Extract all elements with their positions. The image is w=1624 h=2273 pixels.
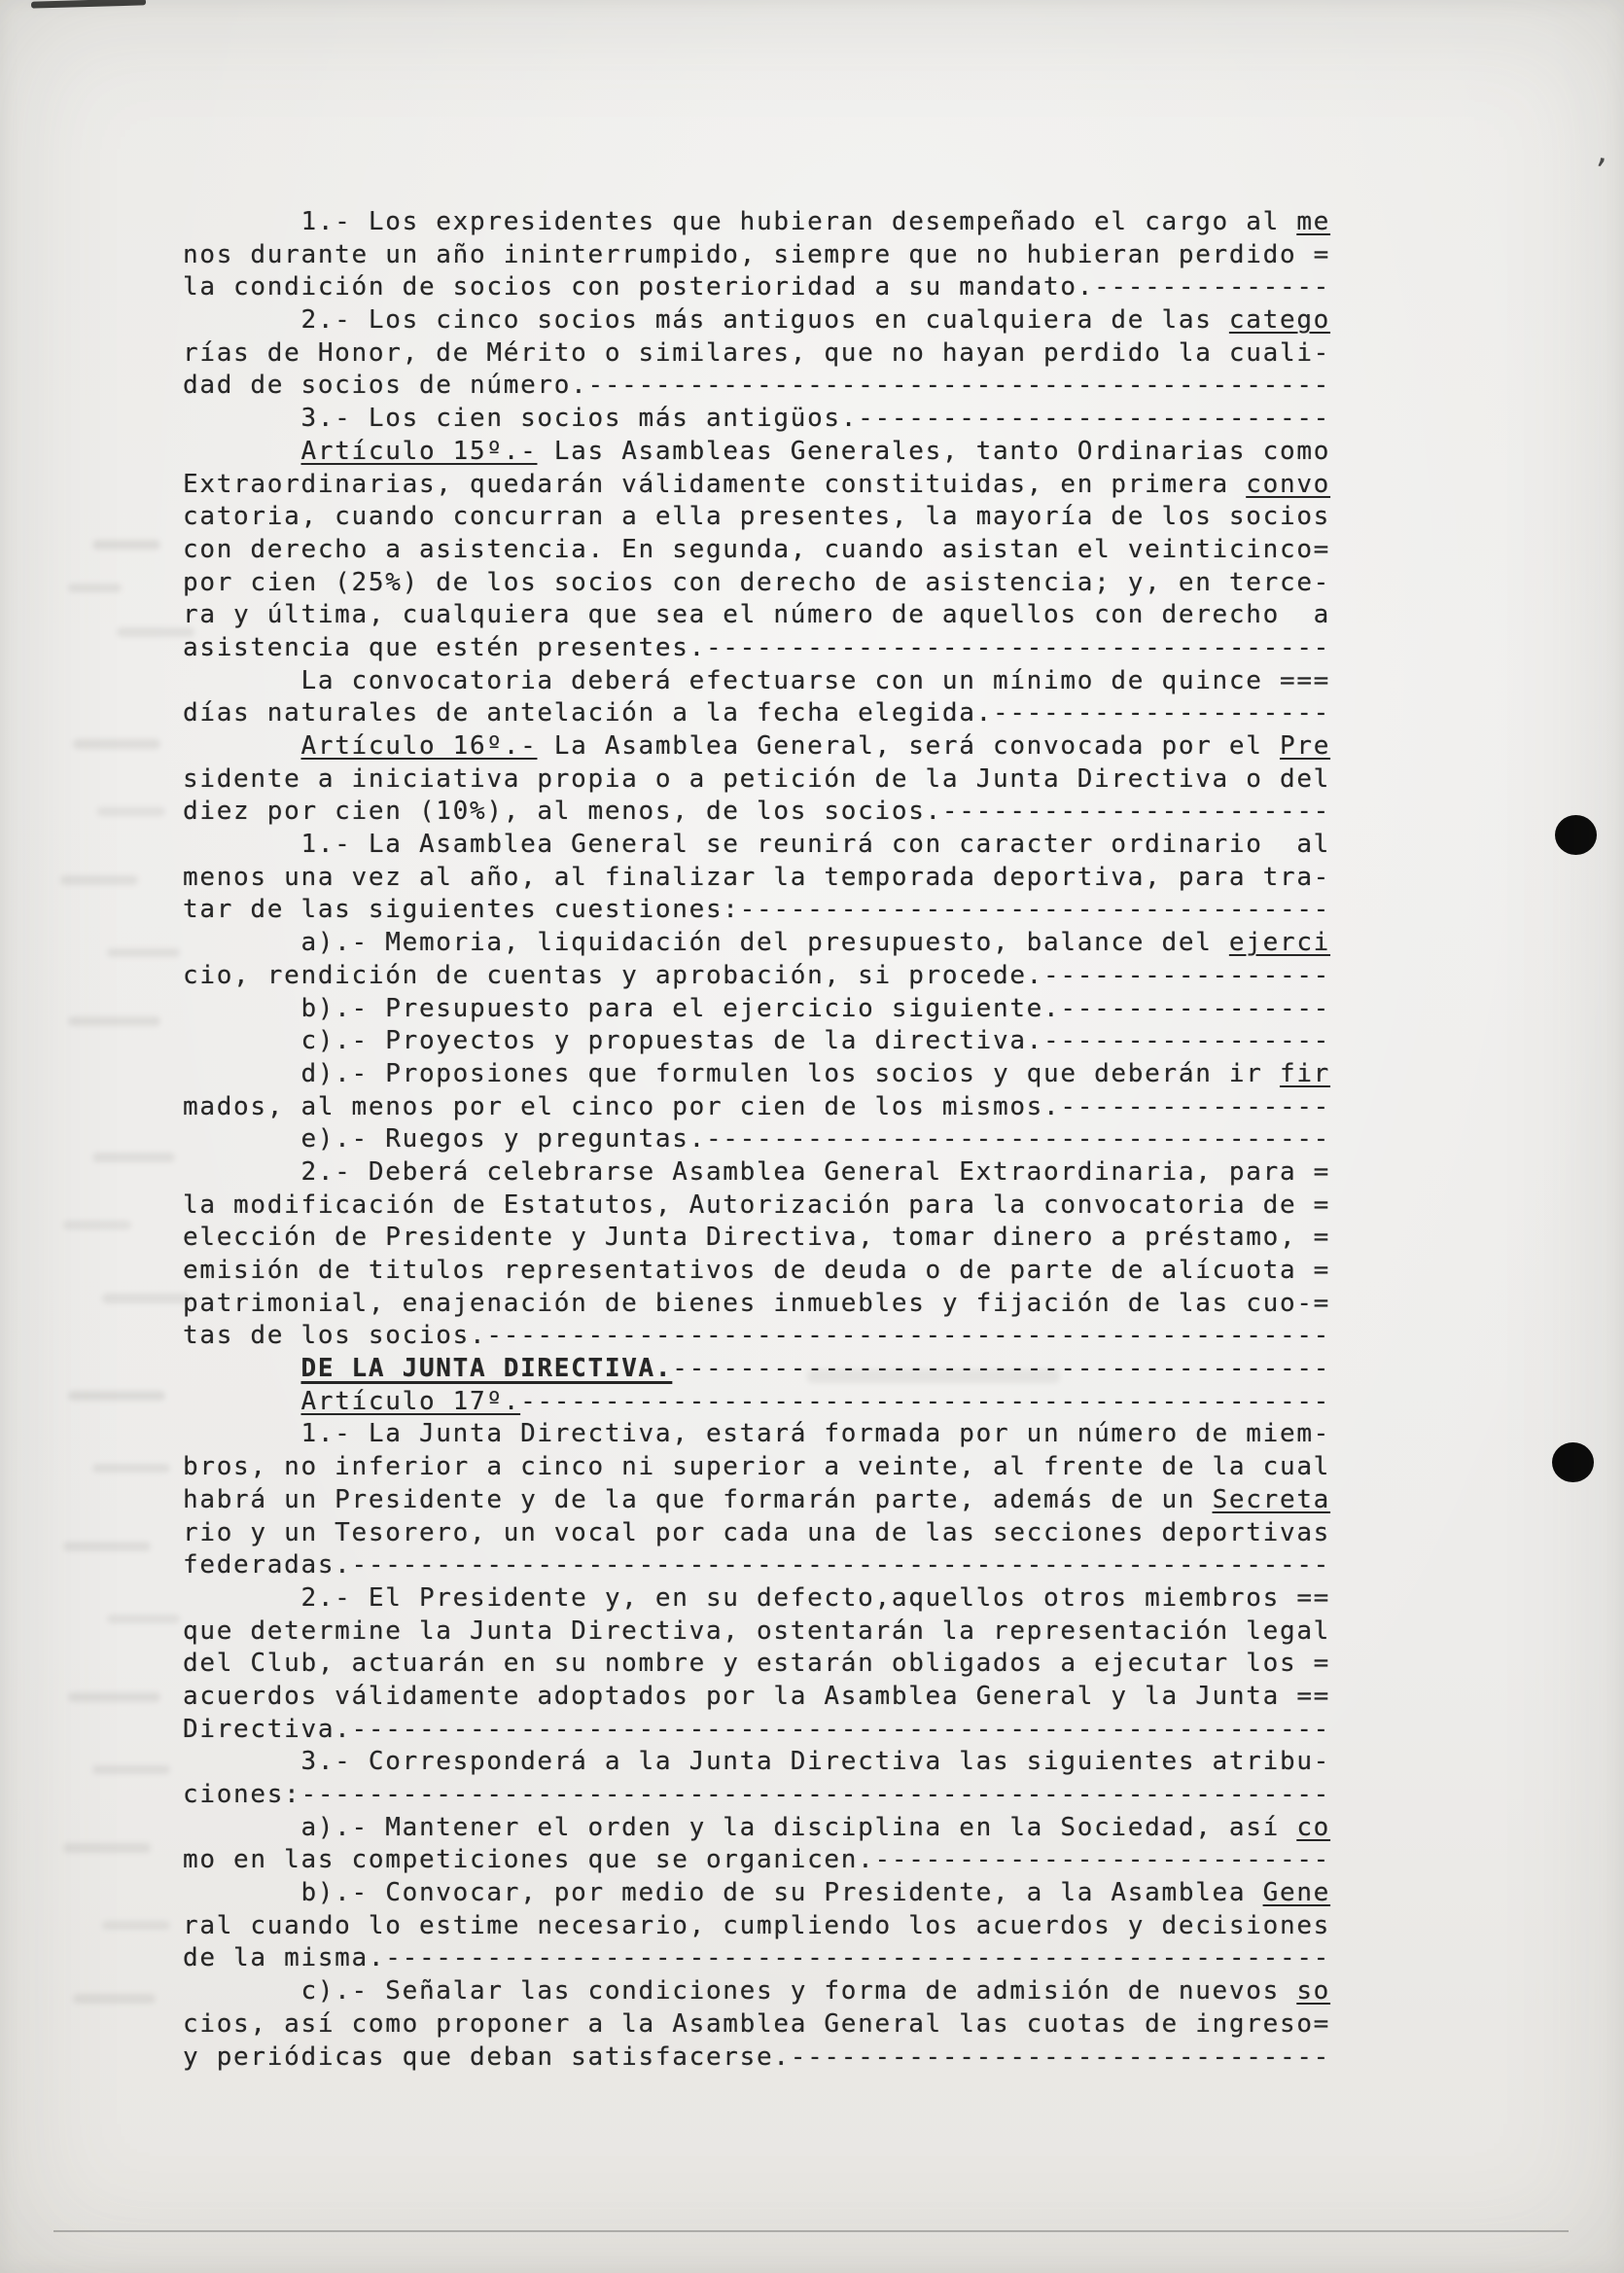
document-line: 1.- La Junta Directiva, estará formada por un número de miem- <box>183 1419 1331 1449</box>
document-line: acuerdos válidamente adoptados por la Asamblea General y la Junta == <box>183 1681 1331 1711</box>
document-line: 2.- El Presidente y, en su defecto,aquellos otros miembros == <box>183 1582 1331 1613</box>
document-line: bros, no inferior a cinco ni superior a veinte, al frente de la cual <box>183 1452 1331 1482</box>
document-line: Artículo 17º.------------------------------------------------ <box>300 1386 1331 1416</box>
document-line: Extraordinarias, quedarán válidamente constituidas, en primera convo <box>183 469 1331 499</box>
document-line: 1.- La Asamblea General se reunirá con caracter ordinario al <box>183 830 1331 860</box>
document-line: 1.- Los expresidentes que hubieran desempeñado el cargo al me <box>183 207 1331 236</box>
document-line: habrá un Presidente y de la que formarán parte, además de un Secreta <box>183 1484 1331 1514</box>
scan-edge-streak <box>31 0 146 9</box>
document-line: cio, rendición de cuentas y aprobación, si procede.----------------- <box>183 960 1331 990</box>
document-line: que determine la Junta Directiva, ostentarán la representación legal <box>183 1616 1331 1646</box>
document-line: rio y un Tesorero, un vocal por cada una de las secciones deportivas <box>183 1517 1331 1547</box>
document-line: sidente a iniciativa propia o a petición de la Junta Directiva o del <box>183 764 1331 794</box>
document-line: la condición de socios con posterioridad a su mandato.-------------- <box>183 272 1331 302</box>
document-line: e).- Ruegos y preguntas.------------------------------------- <box>183 1124 1331 1154</box>
ink-dot-lower <box>1552 1442 1594 1482</box>
document-line: de la misma.-------------------------------------------------------- <box>183 1943 1331 1973</box>
document-line: Artículo 15º.- Las Asambleas Generales, tanto Ordinarias como <box>300 436 1331 466</box>
document-line: tar de las siguientes cuestiones:----------------------------------- <box>183 895 1331 925</box>
document-line: la modificación de Estatutos, Autorización para la convocatoria de = <box>183 1190 1331 1220</box>
document-line: mados, al menos por el cinco por cien de los mismos.---------------- <box>183 1091 1331 1121</box>
document-line: con derecho a asistencia. En segunda, cuando asistan el veinticinco= <box>183 534 1331 564</box>
document-line: 3.- Los cien socios más antigüos.---------------------------- <box>183 404 1331 434</box>
document-line: Artículo 16º.- La Asamblea General, será convocada por el Pre <box>300 731 1331 761</box>
document-line: del Club, actuarán en su nombre y estarán obligados a ejecutar los = <box>183 1649 1331 1679</box>
document-line: 3.- Corresponderá a la Junta Directiva las siguientes atribu- <box>183 1747 1331 1777</box>
document-line: DE LA JUNTA DIRECTIVA.--------------------------------------- <box>300 1354 1331 1384</box>
document-line: emisión de titulos representativos de deuda o de parte de alícuota = <box>183 1256 1331 1285</box>
document-line: nos durante un año ininterrumpido, siempre que no hubieran perdido = <box>183 239 1331 269</box>
document-line: b).- Presupuesto para el ejercicio siguiente.---------------- <box>183 993 1331 1023</box>
document-line: mo en las competiciones que se organicen.--------------------------- <box>183 1845 1331 1875</box>
document-line: ciones:------------------------------------------------------------- <box>183 1780 1331 1809</box>
document-line: dad de socios de número.-------------------------------------------- <box>183 371 1331 401</box>
document-line: 2.- Los cinco socios más antiguos en cualquiera de las catego <box>183 305 1331 336</box>
document-line: cios, así como proponer a la Asamblea General las cuotas de ingreso= <box>183 2008 1331 2039</box>
document-line: c).- Proyectos y propuestas de la directiva.----------------- <box>183 1026 1331 1056</box>
stray-pen-mark: ’ <box>1588 152 1611 190</box>
document-line: y periódicas que deban satisfacerse.-------------------------------- <box>183 2042 1331 2072</box>
document-line: a).- Memoria, liquidación del presupuesto, balance del ejerci <box>183 928 1331 958</box>
scan-edge-line <box>53 2230 1569 2232</box>
document-line: rías de Honor, de Mérito o similares, que no hayan perdido la cuali- <box>183 337 1331 368</box>
ink-dot-upper <box>1555 815 1597 855</box>
document-line: federadas.---------------------------------------------------------- <box>183 1550 1331 1580</box>
document-line: menos una vez al año, al finalizar la temporada deportiva, para tra- <box>183 862 1331 892</box>
document-line: por cien (25%) de los socios con derecho de asistencia; y, en terce- <box>183 567 1331 597</box>
document-line: La convocatoria deberá efectuarse con un mínimo de quince === <box>183 665 1331 695</box>
document-line: ral cuando lo estime necesario, cumpliendo los acuerdos y decisiones <box>183 1910 1331 1940</box>
document-line: a).- Mantener el orden y la disciplina en la Sociedad, así co <box>183 1812 1331 1842</box>
document-line: patrimonial, enajenación de bienes inmuebles y fijación de las cuo-= <box>183 1288 1331 1318</box>
document-line: diez por cien (10%), al menos, de los socios.----------------------- <box>183 797 1331 827</box>
document-line: d).- Proposiones que formulen los socios y que deberán ir fir <box>183 1058 1331 1088</box>
document-line: días naturales de antelación a la fecha elegida.-------------------- <box>183 698 1331 728</box>
document-line: b).- Convocar, por medio de su Presidente, a la Asamblea Gene <box>183 1878 1331 1908</box>
document-line: 2.- Deberá celebrarse Asamblea General Extraordinaria, para = <box>183 1156 1331 1187</box>
document-line: c).- Señalar las condiciones y forma de admisión de nuevos so <box>183 1976 1331 2007</box>
document-line: tas de los socios.-------------------------------------------------- <box>183 1321 1331 1351</box>
document-line: elección de Presidente y Junta Directiva, tomar dinero a préstamo, = <box>183 1223 1331 1253</box>
document-text <box>183 206 1330 2074</box>
document-line: asistencia que estén presentes.------------------------------------- <box>183 632 1331 662</box>
document-line: Directiva.---------------------------------------------------------- <box>183 1714 1331 1744</box>
document-line: catoria, cuando concurran a ella presentes, la mayoría de los socios <box>183 502 1331 532</box>
document-line: ra y última, cualquiera que sea el número de aquellos con derecho a <box>183 600 1331 630</box>
